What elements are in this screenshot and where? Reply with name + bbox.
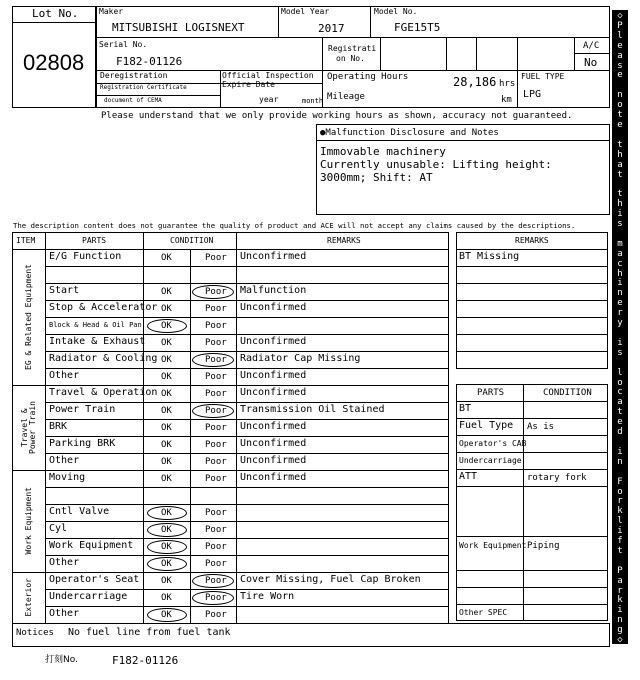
sidebar-char: k [617, 506, 623, 516]
condition-poor: Poor [205, 355, 227, 365]
sidebar-char: l [617, 31, 623, 41]
group-label: Exterior [23, 578, 33, 617]
condition-poor: Poor [205, 525, 227, 535]
right-part-name: Operator's CAB [459, 439, 527, 448]
row-remark: Radiator Cap Missing [240, 353, 361, 364]
row-part: Start [49, 285, 80, 296]
condition-ok: OK [161, 253, 172, 263]
model-year-label: Model Year [281, 7, 330, 16]
sidebar-char: F [617, 477, 623, 487]
condition-ok: OK [161, 559, 172, 569]
condition-poor: Poor [205, 287, 227, 297]
sidebar-char: o [617, 100, 623, 110]
notices-text: No fuel line from fuel tank [68, 627, 231, 638]
hrs-unit: hrs [499, 79, 516, 89]
sidebar-char: y [617, 318, 623, 328]
right-part-condition: Piping [527, 541, 560, 551]
condition-poor: Poor [205, 593, 227, 603]
condition-poor: Poor [205, 559, 227, 569]
row-remark: Unconfirmed [240, 370, 307, 381]
condition-ok: OK [161, 593, 172, 603]
row-remark: Unconfirmed [240, 336, 307, 347]
row-part: E/G Function [49, 251, 122, 262]
right-part-name: Other SPEC [459, 608, 508, 617]
row-part: Cntl Valve [49, 506, 110, 517]
sidebar-char: t [617, 140, 623, 150]
table-header-item: ITEM [16, 236, 36, 245]
row-part: Parking BRK [49, 438, 116, 449]
poor-selected-circle [192, 591, 234, 605]
condition-ok: OK [161, 372, 172, 382]
sidebar-char: t [617, 110, 623, 120]
inspection-label-2: Expire Date [222, 80, 275, 89]
sidebar-char: t [617, 170, 623, 180]
poor-selected-circle [192, 574, 234, 588]
registration-label-1: Registrati [328, 44, 377, 53]
sidebar-char: ◇ [617, 635, 623, 645]
row-part: Undercarriage [49, 591, 128, 602]
table-header-condition: CONDITION [170, 236, 214, 245]
condition-ok: OK [161, 355, 172, 365]
sidebar-char: i [617, 526, 623, 536]
sidebar-char: k [617, 595, 623, 605]
sidebar-char: t [617, 407, 623, 417]
poor-selected-circle [192, 404, 234, 418]
row-remark: Unconfirmed [240, 455, 307, 466]
row-part: Stop & Accelerator [49, 302, 158, 313]
sidebar-char: f [617, 536, 623, 546]
sidebar-char: s [617, 219, 623, 229]
ok-selected-circle [147, 540, 187, 554]
row-part: Other [49, 455, 80, 466]
right-part-name: Undercarriage [459, 456, 522, 465]
poor-selected-circle [192, 353, 234, 367]
model-no-value: FGE15T5 [394, 21, 441, 34]
lot-number: 02808 [23, 50, 85, 75]
serial-value: F182-01126 [116, 55, 183, 68]
sidebar-char: i [617, 447, 623, 457]
sidebar-char: i [617, 338, 623, 348]
sidebar-char: c [617, 387, 623, 397]
month-label: month [302, 97, 324, 105]
sidebar-char: n [617, 615, 623, 625]
sidebar-char: e [617, 41, 623, 51]
year-label: year [259, 95, 279, 104]
sidebar-char: n [617, 90, 623, 100]
operating-hours-value: 28,186 [453, 75, 497, 89]
right-part-name: Work Equipment [459, 541, 527, 550]
notices-label: Notices [16, 628, 54, 638]
sidebar-char: d [617, 427, 623, 437]
fuel-type-value: LPG [523, 89, 542, 100]
row-remark: Tire Worn [240, 591, 295, 602]
sidebar-char: P [617, 566, 623, 576]
sidebar-char: t [617, 189, 623, 199]
condition-poor: Poor [205, 610, 227, 620]
table-header-remarks: REMARKS [327, 236, 361, 245]
row-part: Moving [49, 472, 86, 483]
condition-ok: OK [161, 542, 172, 552]
condition-poor: Poor [205, 542, 227, 552]
sidebar-char: m [617, 239, 623, 249]
row-part: Cyl [49, 523, 68, 534]
table-header-parts: PARTS [82, 236, 107, 245]
condition-poor: Poor [205, 457, 227, 467]
condition-poor: Poor [205, 253, 227, 263]
row-part: Other [49, 370, 80, 381]
registration-certificate-label: Registration Certificate [100, 84, 187, 91]
sidebar-char: r [617, 586, 623, 596]
ok-selected-circle [147, 523, 187, 537]
sidebar-char: h [617, 150, 623, 160]
right-remarks-header: REMARKS [515, 236, 549, 245]
row-remark: Malfunction [240, 285, 307, 296]
fuel-type-label: FUEL TYPE [521, 72, 565, 81]
row-part: Power Train [49, 404, 116, 415]
row-remark: Unconfirmed [240, 421, 307, 432]
condition-ok: OK [161, 457, 172, 467]
sidebar-char: n [617, 288, 623, 298]
inspection-label-1: Official Inspection [222, 71, 314, 80]
maker-label: Maker [99, 7, 124, 16]
poor-selected-circle [192, 285, 234, 299]
sidebar-char: l [617, 368, 623, 378]
sidebar-char: e [617, 417, 623, 427]
km-unit: km [501, 95, 512, 105]
malfunction-line: Immovable machinery [320, 145, 446, 158]
model-no-label: Model No. [374, 7, 418, 16]
row-remark: Unconfirmed [240, 251, 307, 262]
row-part: Radiator & Cooling [49, 353, 158, 364]
location-notice-sidebar [612, 10, 628, 644]
sidebar-char: a [617, 249, 623, 259]
condition-poor: Poor [205, 474, 227, 484]
sidebar-char: h [617, 269, 623, 279]
sidebar-char: i [617, 605, 623, 615]
condition-poor: Poor [205, 338, 227, 348]
sidebar-char: a [617, 51, 623, 61]
row-remark: Unconfirmed [240, 387, 307, 398]
sidebar-char: a [617, 397, 623, 407]
malfunction-line: Currently unusable: Lifting height: [320, 158, 552, 171]
sidebar-char: t [617, 546, 623, 556]
condition-poor: Poor [205, 389, 227, 399]
condition-poor: Poor [205, 372, 227, 382]
serial-label: Serial No. [99, 40, 148, 49]
condition-ok: OK [161, 287, 172, 297]
row-part: Other [49, 608, 80, 619]
hours-disclaimer: Please understand that we only provide working hours as shown, accuracy not guaranteed. [101, 111, 573, 121]
condition-ok: OK [161, 508, 172, 518]
sidebar-char: e [617, 70, 623, 80]
sidebar-char: c [617, 259, 623, 269]
condition-ok: OK [161, 389, 172, 399]
condition-poor: Poor [205, 508, 227, 518]
row-part: Travel & Operation [49, 387, 158, 398]
ok-selected-circle [147, 608, 187, 622]
mileage-label: Mileage [327, 92, 365, 102]
malfunction-title: ●Malfunction Disclosure and Notes [320, 128, 499, 138]
condition-poor: Poor [205, 440, 227, 450]
sidebar-char: a [617, 160, 623, 170]
sidebar-char: i [617, 278, 623, 288]
sidebar-char: h [617, 199, 623, 209]
malfunction-line: 3000mm; Shift: AT [320, 171, 433, 184]
sidebar-char: P [617, 21, 623, 31]
condition-ok: OK [161, 440, 172, 450]
ok-selected-circle [147, 319, 187, 333]
sidebar-char: o [617, 378, 623, 388]
sidebar-char: e [617, 120, 623, 130]
row-remark: Unconfirmed [240, 438, 307, 449]
row-remark: Cover Missing, Fuel Cap Broken [240, 574, 421, 585]
right-part-name: BT [459, 403, 472, 414]
stamp-value: F182-01126 [112, 654, 179, 667]
condition-ok: OK [161, 338, 172, 348]
condition-ok: OK [161, 576, 172, 586]
right-parts-header: PARTS [477, 388, 505, 398]
ok-selected-circle [147, 557, 187, 571]
condition-ok: OK [161, 304, 172, 314]
condition-ok: OK [161, 474, 172, 484]
sidebar-char: s [617, 61, 623, 71]
sidebar-char: r [617, 308, 623, 318]
group-label: Work Equipment [23, 487, 33, 555]
sidebar-char: i [617, 209, 623, 219]
cema-label: document of CEMA [104, 97, 162, 104]
condition-ok: OK [161, 406, 172, 416]
row-remark: Transmission Oil Stained [240, 404, 385, 415]
group-label: Travel & Power Train [19, 401, 37, 454]
right-part-condition: rotary fork [527, 473, 587, 483]
sidebar-char: o [617, 487, 623, 497]
row-part: Other [49, 557, 80, 568]
sidebar-char: e [617, 298, 623, 308]
sidebar-char: ◇ [617, 11, 623, 21]
operating-hours-label: Operating Hours [327, 72, 409, 82]
sidebar-char: s [617, 348, 623, 358]
group-label: EG & Related Equipment [23, 264, 33, 370]
row-part: Operator's Seat [49, 574, 140, 585]
maker-value: MITSUBISHI LOGISNEXT [112, 21, 245, 34]
stamp-label: 打刻No. [45, 655, 78, 665]
right-part-condition: As is [527, 422, 555, 432]
row-part: Work Equipment [49, 540, 134, 551]
model-year-value: 2017 [318, 22, 345, 35]
ac-value: No [584, 56, 598, 69]
condition-ok: OK [161, 610, 172, 620]
condition-ok: OK [161, 423, 172, 433]
row-remark: Unconfirmed [240, 302, 307, 313]
sidebar-char: l [617, 516, 623, 526]
registration-label-2: on No. [336, 54, 365, 63]
row-part: BRK [49, 421, 68, 432]
row-part: Intake & Exhaust [49, 336, 146, 347]
sidebar-char: r [617, 496, 623, 506]
deregistration-label: Deregistration [100, 71, 168, 80]
sidebar-char: a [617, 576, 623, 586]
condition-poor: Poor [205, 576, 227, 586]
condition-poor: Poor [205, 406, 227, 416]
right-remark-value: BT Missing [459, 251, 520, 262]
description-disclaimer: The description content does not guarantee the quality of product and ACE will not accept any claims caused by the descriptions. [13, 221, 576, 230]
sidebar-char: n [617, 457, 623, 467]
right-part-name: Fuel Type [459, 420, 514, 431]
lot-label: Lot No. [32, 7, 79, 20]
ac-label: A/C [583, 41, 600, 51]
condition-poor: Poor [205, 423, 227, 433]
condition-poor: Poor [205, 321, 227, 331]
condition-poor: Poor [205, 304, 227, 314]
condition-ok: OK [161, 525, 172, 535]
right-part-name: ATT [459, 471, 478, 482]
row-part: Block & Head & Oil Pan [49, 321, 142, 329]
ok-selected-circle [147, 506, 187, 520]
right-condition-header: CONDITION [543, 388, 592, 398]
row-remark: Unconfirmed [240, 472, 307, 483]
sidebar-char: g [617, 625, 623, 635]
condition-ok: OK [161, 321, 172, 331]
